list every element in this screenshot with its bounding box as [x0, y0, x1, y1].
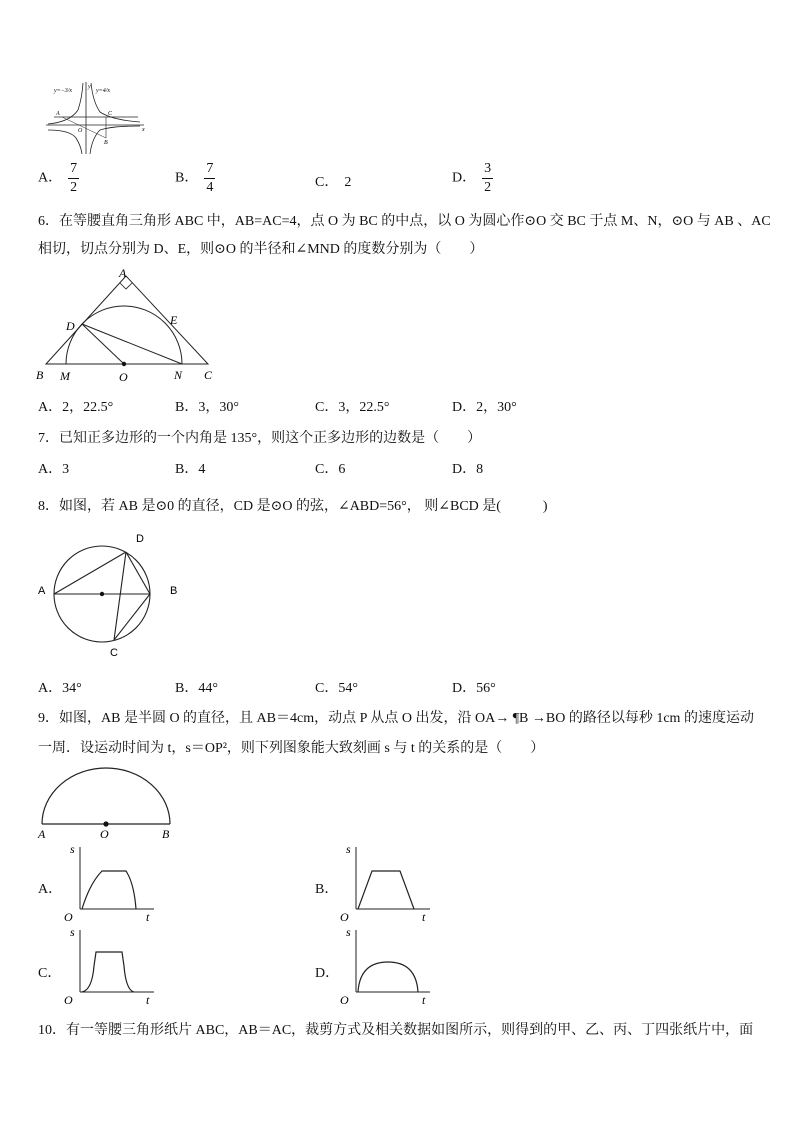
- q8-option-c: C．54°: [315, 681, 358, 696]
- q6-label-C: C: [204, 368, 213, 382]
- fraction: $\frac{7}{4}$: [206, 161, 214, 195]
- q5-label-x: x: [142, 127, 145, 133]
- q5-label-y: y: [88, 84, 91, 90]
- q6-triangle-figure: [34, 266, 224, 388]
- q5-left-formula: y=−3/x: [54, 88, 73, 94]
- q5-option-b: B． $\frac{7}{4}$: [175, 161, 214, 195]
- q6-option-b: B．3，30°: [175, 400, 239, 415]
- q9-option-a-label: A．: [38, 882, 63, 897]
- q5-label-A: A: [56, 111, 60, 117]
- q9-option-c-label: C．: [38, 966, 62, 981]
- q8-label-B: B: [170, 585, 178, 597]
- q5-right-formula: y=4/x: [96, 88, 111, 94]
- q7-option-c: C．6: [315, 462, 346, 477]
- q6-label-B: B: [36, 368, 44, 382]
- q9-graph-d: [338, 926, 433, 1008]
- q9-b-O: O: [340, 910, 349, 923]
- q6-label-D: D: [66, 319, 75, 333]
- q6-label-E: E: [170, 313, 178, 327]
- q6-label-A: A: [119, 266, 127, 280]
- q6-label-M: M: [60, 369, 70, 383]
- q5-option-a: A． $\frac{7}{2}$: [38, 161, 78, 195]
- q8-option-d: D．56°: [452, 681, 496, 696]
- q9-a-O: O: [64, 910, 73, 923]
- q7-option-b: B．4: [175, 462, 206, 477]
- q7-question-line1: 7．已知正多边形的一个内角是 135°，则这个正多边形的边数是（ ）: [38, 431, 482, 446]
- q9-c-t: t: [146, 993, 150, 1007]
- q6-question-line1: 6．在等腰直角三角形 ABC 中，AB=AC=4，点 O 为 BC 的中点，以 O 为圆心作⊙O 交 BC 于点 M、N，⊙O 与 AB 、AC: [38, 214, 771, 229]
- q7-option-d: D．8: [452, 462, 484, 477]
- q9-b-s: s: [346, 843, 351, 856]
- q9-b-t: t: [422, 910, 426, 923]
- q8-question-line1: 8．如图，若 AB 是⊙0 的直径，CD 是⊙O 的弦，∠ABD=56°， 则∠BCD 是( ): [38, 499, 548, 514]
- q8-option-b: B．44°: [175, 681, 218, 696]
- q9-graph-a: [62, 843, 157, 923]
- fraction: $\frac{3}{2}$: [484, 161, 492, 195]
- q6-option-a: A．2，22.5°: [38, 400, 114, 415]
- q9-label-O: O: [100, 827, 109, 841]
- q9-c-O: O: [64, 993, 73, 1007]
- fraction: $\frac{7}{2}$: [70, 161, 78, 195]
- q5-option-d: D． $\frac{3}{2}$: [452, 161, 492, 195]
- q5-label-C: C: [108, 111, 113, 117]
- q9-d-t: t: [422, 993, 426, 1007]
- q6-option-c: C．3，22.5°: [315, 400, 390, 415]
- q9-d-s: s: [346, 926, 351, 939]
- q10-question-line1: 10．有一等腰三角形纸片 ABC，AB＝AC，裁剪方式及相关数据如图所示，则得到的甲、乙、丙、丁四张纸片中，面: [38, 1023, 754, 1038]
- q8-option-a: A．34°: [38, 681, 82, 696]
- q9-d-O: O: [340, 993, 349, 1007]
- q9-question-line1: 9．如图，AB 是半圆 O 的直径，且 AB＝4cm，动点 P 从点 O 出发，沿 OA→ ¶B →BO 的路径以每秒 1cm 的速度运动: [38, 711, 754, 726]
- q9-option-d-label: D．: [315, 966, 340, 981]
- q9-c-s: s: [70, 926, 75, 939]
- q9-question-line2: 一周．设运动时间为 t，s＝OP²，则下列图象能大致刻画 s 与 t 的关系的是（ ）: [38, 741, 545, 756]
- q5-hyperbola-figure: [40, 80, 150, 156]
- q8-label-C: C: [110, 647, 118, 659]
- q6-label-O: O: [119, 370, 128, 384]
- q8-circle-figure: [30, 528, 190, 662]
- q5-label-B: B: [104, 140, 108, 146]
- q9-graph-b: [338, 843, 433, 923]
- q8-label-D: D: [136, 533, 144, 545]
- q7-option-a: A．3: [38, 462, 70, 477]
- q6-option-d: D．2，30°: [452, 400, 517, 415]
- q9-option-b-label: B．: [315, 882, 339, 897]
- q8-label-A: A: [38, 585, 46, 597]
- q9-label-B: B: [162, 827, 170, 841]
- q9-a-s: s: [70, 843, 75, 856]
- q9-semicircle-figure: [34, 760, 176, 842]
- q9-a-t: t: [146, 910, 150, 923]
- q9-label-A: A: [38, 827, 46, 841]
- q5-label-O: O: [78, 128, 83, 134]
- q6-label-N: N: [174, 368, 183, 382]
- q5-option-c: C． 2: [315, 175, 352, 190]
- q6-question-line2: 相切，切点分别为 D、E，则⊙O 的半径和∠MND 的度数分别为（ ）: [38, 242, 484, 257]
- q9-graph-c: [62, 926, 157, 1008]
